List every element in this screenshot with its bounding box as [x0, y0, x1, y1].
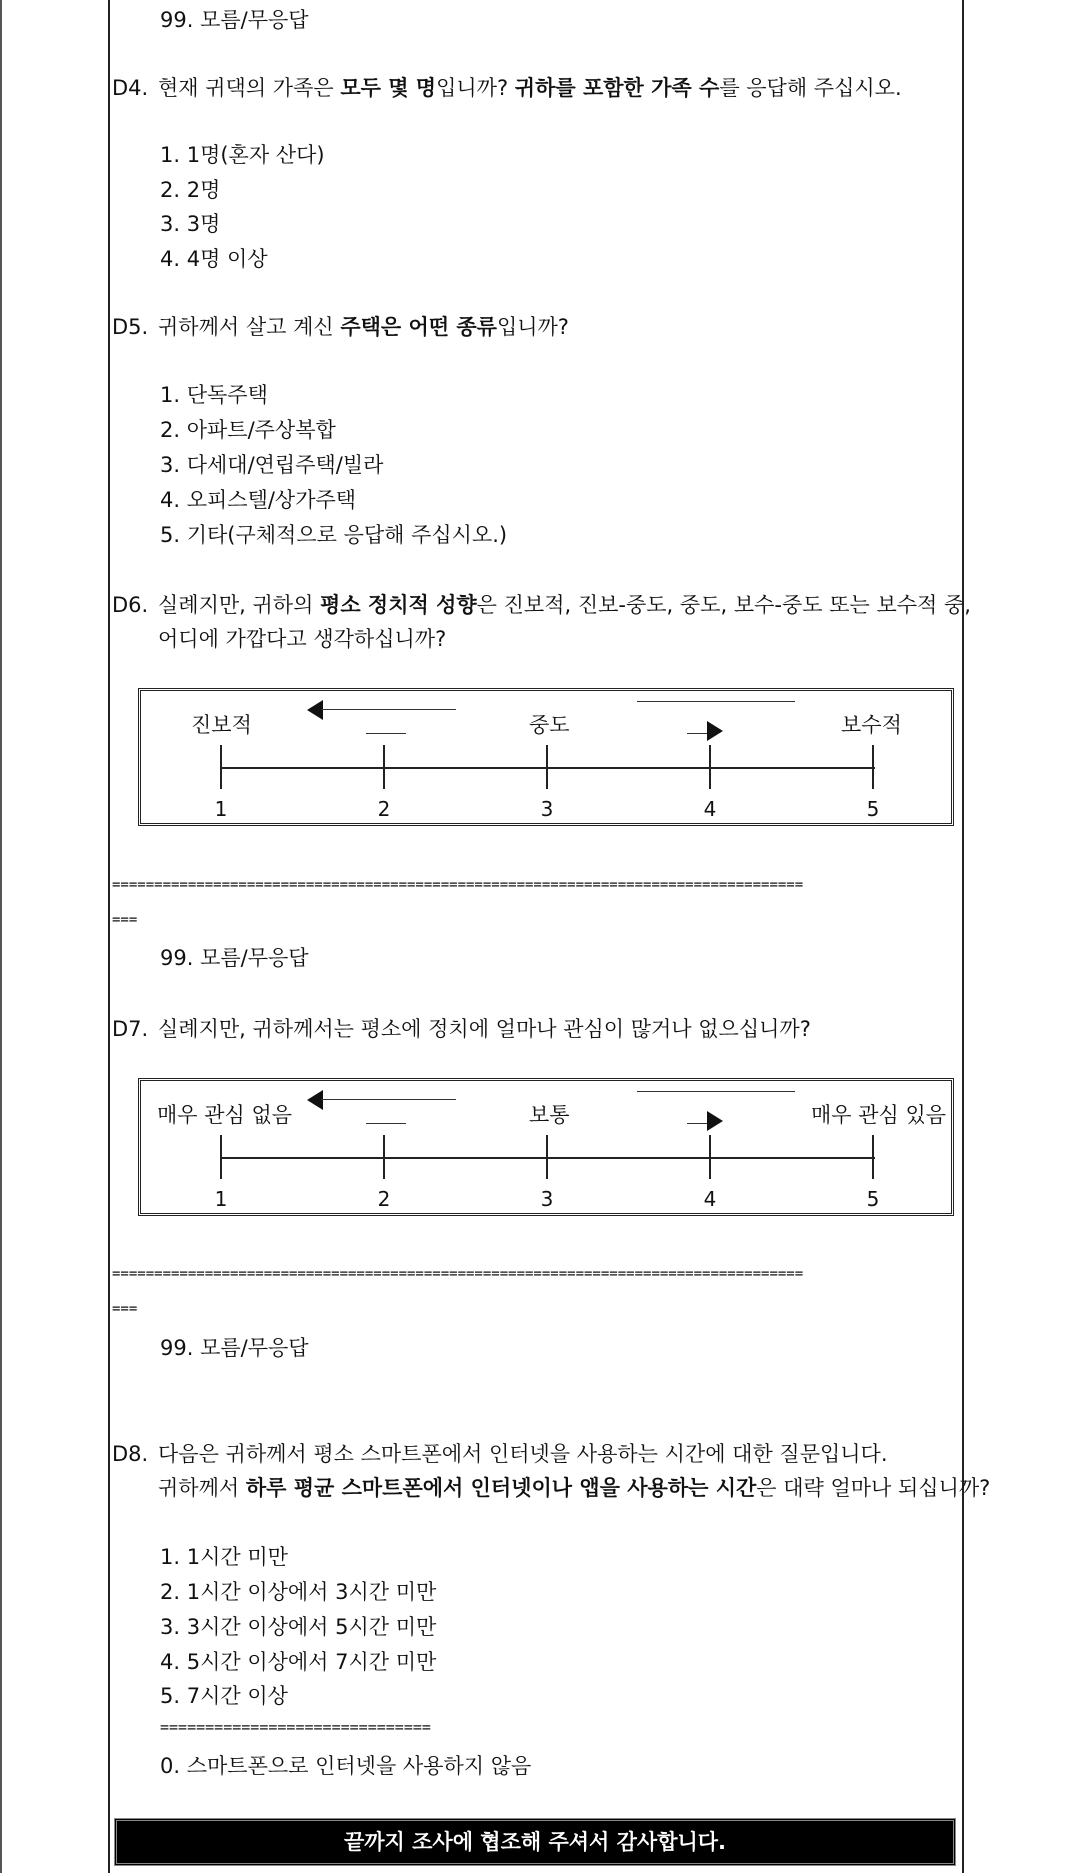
scale-tick [709, 745, 711, 789]
scale-point-2[interactable]: 2 [377, 797, 391, 821]
thank-you-banner: 끝까지 조사에 협조해 주셔서 감사합니다. [114, 1818, 956, 1866]
scale-point-3[interactable]: 3 [540, 797, 554, 821]
option-d5-1[interactable]: 1. 단독주택 [160, 383, 268, 407]
scale-tick [546, 745, 548, 789]
arrow-line [366, 1123, 406, 1124]
question-number: D4. [112, 76, 149, 100]
arrow-line [366, 733, 406, 734]
scale-right-label: 매우 관심 있음 [811, 1103, 947, 1127]
scale-right-label: 보수적 [841, 713, 902, 737]
arrow-right-icon [707, 1111, 723, 1131]
scale-point-4[interactable]: 4 [703, 1187, 717, 1211]
question-d8: D8. 다음은 귀하께서 평소 스마트폰에서 인터넷을 사용하는 시간에 대한 질문입니다. [112, 1442, 888, 1466]
scale-point-3[interactable]: 3 [540, 1187, 554, 1211]
question-d4: D4. 현재 귀댁의 가족은 모두 몇 명입니까? 귀하를 포함한 가족 수를 응답해 주십시오. [112, 76, 902, 100]
option-d8-none[interactable]: 0. 스마트폰으로 인터넷을 사용하지 않음 [160, 1754, 532, 1778]
arrow-left-icon [307, 700, 323, 720]
separator-line: ================================================================================== [112, 1266, 804, 1282]
arrow-line [687, 733, 707, 734]
question-number: D7. [112, 1017, 149, 1041]
option-dk-top[interactable]: 99. 모름/무응답 [160, 8, 309, 32]
option-divider: ============================== [160, 1718, 431, 1736]
scale-d7 [138, 1078, 954, 1216]
question-d6: D6. 실례지만, 귀하의 평소 정치적 성향은 진보적, 진보-중도, 중도, 보수-중도 또는 보수적 중, [112, 593, 971, 617]
option-d5-5[interactable]: 5. 기타(구체적으로 응답해 주십시오.) [160, 523, 508, 547]
separator-tail: === [112, 912, 138, 928]
scale-d6 [138, 688, 954, 826]
option-d8-1[interactable]: 1. 1시간 미만 [160, 1545, 288, 1569]
scale-tick [220, 1135, 222, 1179]
arrow-line [687, 1123, 707, 1124]
arrow-right-icon [707, 721, 723, 741]
scale-tick [383, 1135, 385, 1179]
arrow-line [637, 1091, 795, 1092]
scale-mid-label: 중도 [529, 713, 570, 737]
arrow-line [637, 701, 795, 702]
separator-line: ================================================================================== [112, 877, 804, 893]
scale-axis [221, 1157, 875, 1159]
question-d7: D7. 실례지만, 귀하께서는 평소에 정치에 얼마나 관심이 많거나 없으십니까? [112, 1017, 811, 1041]
option-d8-2[interactable]: 2. 1시간 이상에서 3시간 미만 [160, 1580, 437, 1604]
scale-tick [872, 745, 874, 789]
scale-tick [872, 1135, 874, 1179]
scale-point-1[interactable]: 1 [214, 1187, 228, 1211]
option-d4-1[interactable]: 1. 1명(혼자 산다) [160, 143, 325, 167]
option-d8-4[interactable]: 4. 5시간 이상에서 7시간 미만 [160, 1650, 437, 1674]
scale-left-label: 매우 관심 없음 [157, 1103, 293, 1127]
question-number: D8. [112, 1442, 149, 1466]
option-d5-4[interactable]: 4. 오피스텔/상가주택 [160, 488, 357, 512]
scale-mid-label: 보통 [529, 1103, 570, 1127]
option-d4-2[interactable]: 2. 2명 [160, 178, 221, 202]
survey-page [108, 0, 991, 1873]
option-d8-5[interactable]: 5. 7시간 이상 [160, 1684, 288, 1708]
scale-tick [220, 745, 222, 789]
scale-point-4[interactable]: 4 [703, 797, 717, 821]
option-d5-2[interactable]: 2. 아파트/주상복합 [160, 418, 336, 442]
scale-tick [383, 745, 385, 789]
scale-tick [546, 1135, 548, 1179]
scale-point-5[interactable]: 5 [866, 797, 880, 821]
question-d6-line2: 어디에 가깝다고 생각하십니까? [158, 627, 447, 651]
option-d4-3[interactable]: 3. 3명 [160, 212, 221, 236]
separator-tail: === [112, 1301, 138, 1317]
option-d8-3[interactable]: 3. 3시간 이상에서 5시간 미만 [160, 1615, 437, 1639]
scale-axis [221, 767, 875, 769]
option-d4-4[interactable]: 4. 4명 이상 [160, 247, 268, 271]
option-d6-dk[interactable]: 99. 모름/무응답 [160, 946, 309, 970]
scale-point-2[interactable]: 2 [377, 1187, 391, 1211]
arrow-line [321, 1099, 456, 1100]
arrow-left-icon [307, 1090, 323, 1110]
arrow-line [321, 709, 456, 710]
question-d5: D5. 귀하께서 살고 계신 주택은 어떤 종류입니까? [112, 315, 569, 339]
scale-left-label: 진보적 [191, 713, 252, 737]
scale-tick [709, 1135, 711, 1179]
question-number: D5. [112, 315, 149, 339]
option-d7-dk[interactable]: 99. 모름/무응답 [160, 1336, 309, 1360]
question-d8-line2: 귀하께서 하루 평균 스마트폰에서 인터넷이나 앱을 사용하는 시간은 대략 얼마나 되십니까? [158, 1476, 991, 1500]
option-d5-3[interactable]: 3. 다세대/연립주택/빌라 [160, 453, 384, 477]
scale-point-5[interactable]: 5 [866, 1187, 880, 1211]
left-border [0, 0, 2, 1873]
question-number: D6. [112, 593, 149, 617]
scale-point-1[interactable]: 1 [214, 797, 228, 821]
